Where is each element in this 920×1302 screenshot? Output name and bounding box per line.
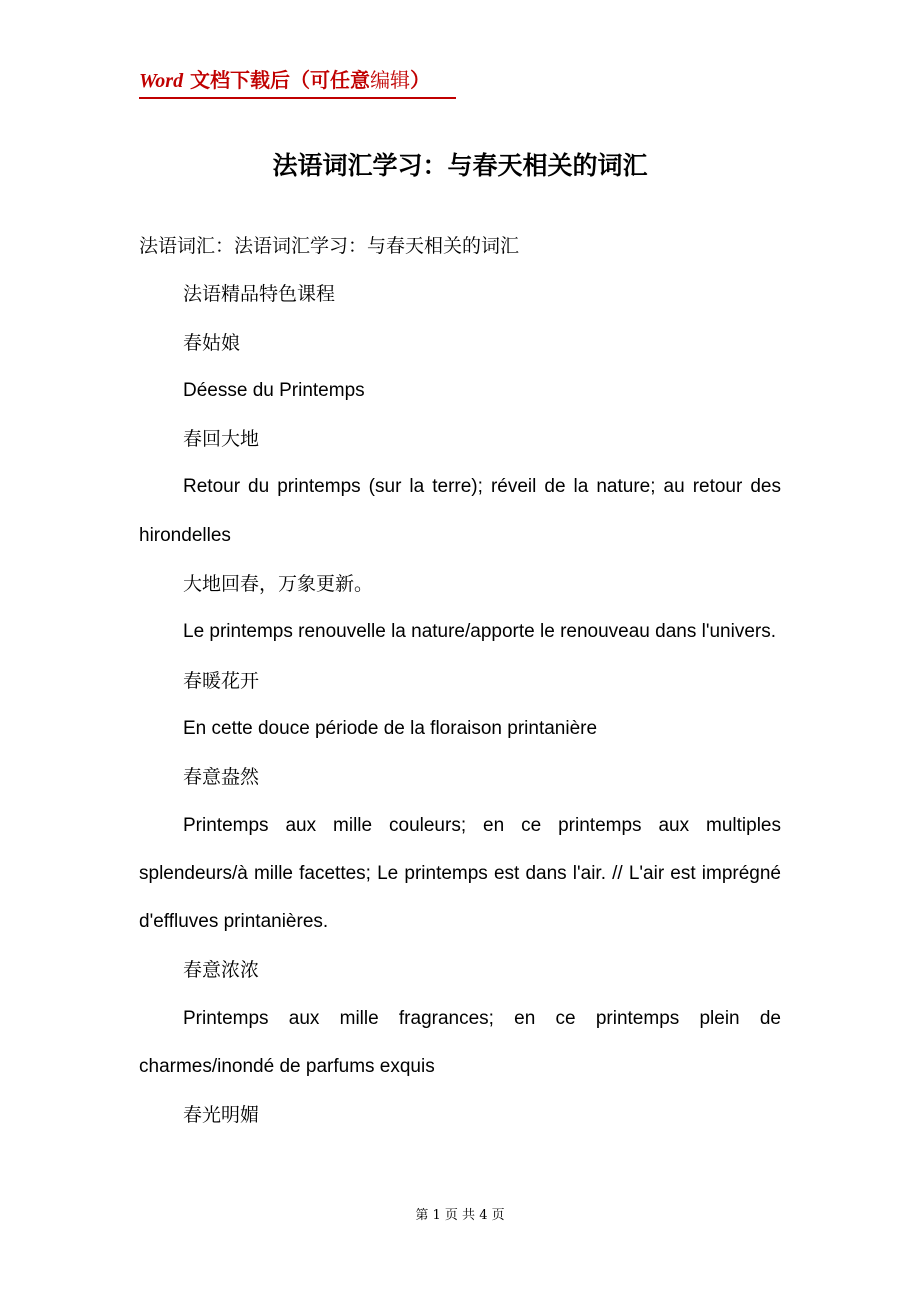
paragraph: Printemps aux mille fragrances; en ce printemps plein de charmes/inondé de parfums exquis [139, 1007, 781, 1078]
paragraph: En cette douce période de la floraison printanière [183, 717, 598, 739]
header-text-3: ） [410, 68, 431, 92]
paragraph: 法语精品特色课程 [183, 283, 336, 306]
header-text-1: 文档下载后（可任意 [183, 68, 371, 92]
page-footer: 第 1 页 共 4 页 [415, 1208, 505, 1223]
paragraph: 春意浓浓 [183, 959, 260, 982]
paragraph: 春姑娘 [183, 331, 241, 354]
paragraph: 春暖花开 [183, 669, 260, 692]
header-text-2: 编辑 [370, 68, 411, 92]
paragraph: 春回大地 [183, 428, 260, 451]
paragraph: Retour du printemps (sur la terre); réveil de la nature; au retour des hirondelles [139, 476, 781, 546]
paragraph: Le printemps renouvelle la nature/apporte le renouveau dans l'univers. [183, 621, 776, 643]
paragraph: 大地回春，万象更新。 [183, 573, 374, 596]
paragraph: Déesse du Printemps [183, 379, 365, 401]
paragraph: Printemps aux mille couleurs; en ce printemps aux multiples splendeurs/à mille facettes; Le printemps est dans l'air. // L'air est imprégné d'effluves printanières. [139, 814, 781, 933]
header-word: Word [139, 70, 184, 92]
page-header [139, 64, 456, 99]
paragraph: 法语词汇：法语词汇学习：与春天相关的词汇 [139, 235, 520, 257]
paragraph: 春意盎然 [183, 766, 260, 789]
document-title: 法语词汇学习：与春天相关的词汇 [272, 151, 648, 180]
paragraph: 春光明媚 [183, 1104, 260, 1127]
document-body [139, 222, 781, 1140]
